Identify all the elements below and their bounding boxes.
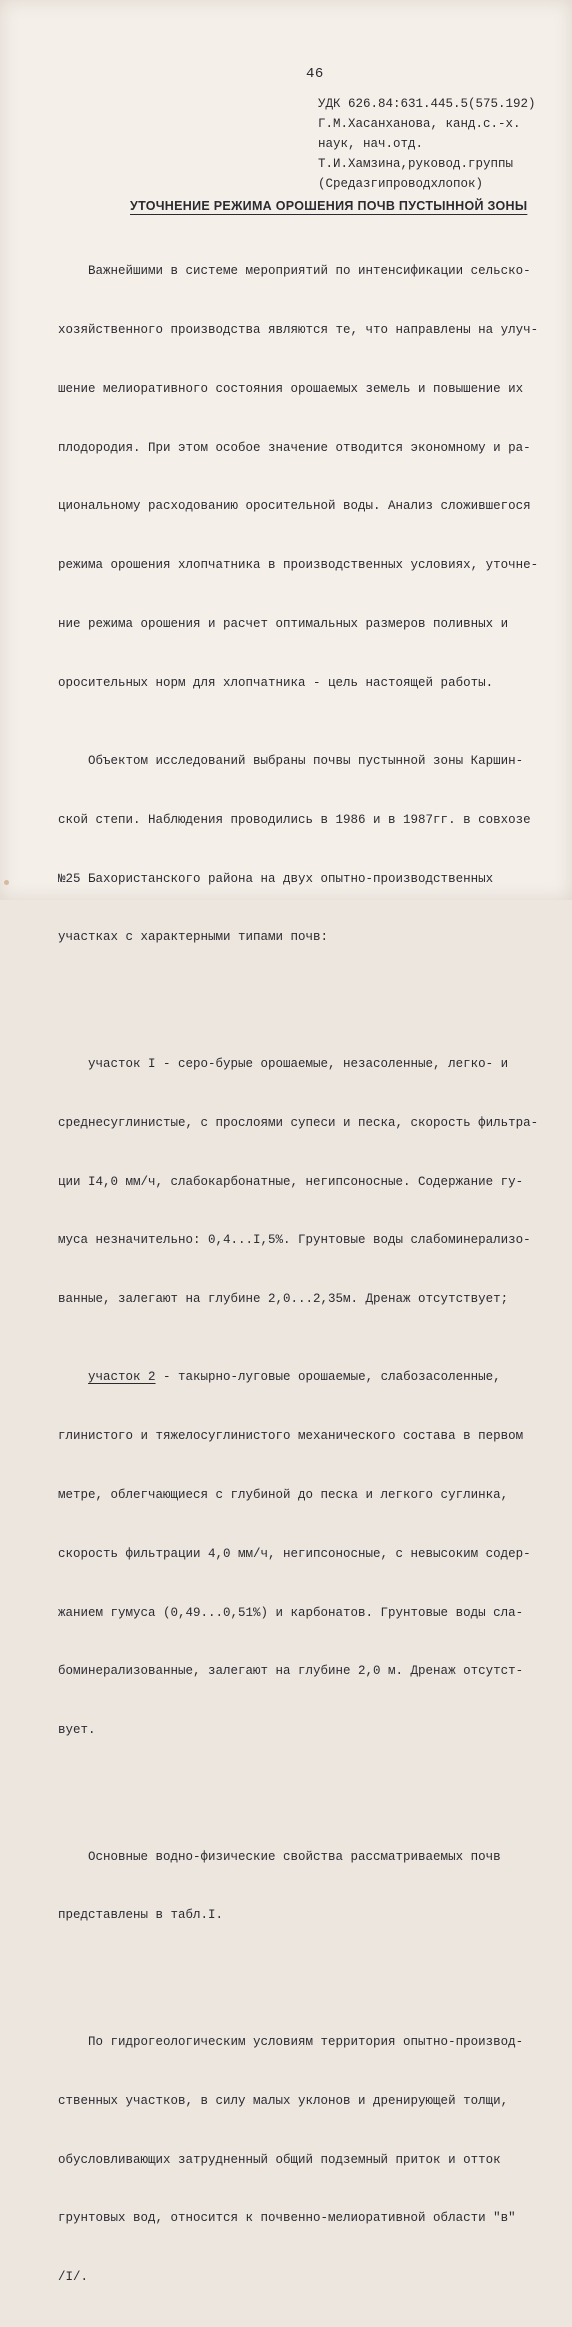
article-body <box>58 223 558 2327</box>
text-line: боминерализованные, залегают на глубине 2,0 м. Дренаж отсутст- <box>58 1664 524 1679</box>
text-line: жанием гумуса (0,49...0,51%) и карбонатов. Грунтовые воды сла- <box>58 1605 524 1620</box>
text-line: участок 2 - такырно-луговые орошаемые, слабозасоленные, <box>88 1370 501 1385</box>
text-line: циональному расходованию оросительной воды. Анализ сложившегося <box>58 499 531 514</box>
underlined-term: участок 2 <box>88 1370 156 1385</box>
author-line: наук, нач.отд. <box>318 137 424 151</box>
paper-stain <box>4 880 9 885</box>
text-line: участок I - серо-бурые орошаемые, незасоленные, легко- и <box>58 1056 509 1071</box>
article-title: УТОЧНЕНИЕ РЕЖИМА ОРОШЕНИЯ ПОЧВ ПУСТЫННОЙ ЗОНЫ <box>130 199 528 213</box>
text-line: грунтовых вод, относится к почвенно-мелиоративной области "в" <box>58 2211 516 2226</box>
text-line: скорость фильтрации 4,0 мм/ч, негипсоносные, с невысоким содер- <box>58 1546 531 1561</box>
text-line: участках с характерными типами почв: <box>58 930 329 945</box>
text-line: ние режима орошения и расчет оптимальных размеров поливных и <box>58 616 509 631</box>
text-line: плодородия. При этом особое значение отводится экономному и ра- <box>58 440 531 455</box>
text-line: ской степи. Наблюдения проводились в 1986 и в 1987гг. в совхозе <box>58 812 531 827</box>
text-line: оросительных норм для хлопчатника - цель настоящей работы. <box>58 675 494 690</box>
text-line: обусловливающих затрудненный общий подземный приток и отток <box>58 2152 501 2167</box>
text-line: ванные, залегают на глубине 2,0...2,35м. Дренаж отсутствует; <box>58 1292 509 1307</box>
text-line: глинистого и тяжелосуглинистого механического состава в первом <box>58 1429 524 1444</box>
text-line: /I/. <box>58 2270 89 2285</box>
text-line: режима орошения хлопчатника в производственных условиях, уточне- <box>58 558 539 573</box>
text-line: ственных участков, в силу малых уклонов и дренирующей толщи, <box>58 2093 509 2108</box>
organization: (Средазгипроводхлопок) <box>318 177 484 191</box>
text-line: №25 Бахористанского района на двух опытно-производственных <box>58 871 494 886</box>
text-line: среднесуглинистые, с прослоями супеси и песка, скорость фильтра- <box>58 1115 539 1130</box>
text-line: представлены в табл.I. <box>58 1908 224 1923</box>
udk-code: УДК 626.84:631.445.5(575.192) <box>318 97 536 111</box>
text-line: хозяйственного производства являются те, что направлены на улуч- <box>58 322 539 337</box>
text-line: ции I4,0 мм/ч, слабокарбонатные, негипсоносные. Содержание гу- <box>58 1174 524 1189</box>
author-block <box>318 94 566 194</box>
text-line: муса незначительно: 0,4...I,5%. Грунтовые воды слабоминерализо- <box>58 1233 531 1248</box>
text-line: шение мелиоративного состояния орошаемых земель и повышение их <box>58 381 524 396</box>
text-line: Объектом исследований выбраны почвы пустынной зоны Каршин- <box>58 754 524 769</box>
page-number: 46 <box>306 66 324 82</box>
text-line: Важнейшими в системе мероприятий по интенсификации сельско- <box>58 264 531 279</box>
author-line: Т.И.Хамзина,руковод.группы <box>318 157 514 171</box>
text-line: По гидрогеологическим условиям территория опытно-производ- <box>58 2035 524 2050</box>
author-line: Г.М.Хасанханова, канд.с.-х. <box>318 117 521 131</box>
text-line: метре, облегчающиеся с глубиной до песка и легкого суглинка, <box>58 1488 509 1502</box>
text-line: Основные водно-физические свойства рассматриваемых почв <box>58 1849 501 1864</box>
text-line: вует. <box>58 1723 96 1738</box>
